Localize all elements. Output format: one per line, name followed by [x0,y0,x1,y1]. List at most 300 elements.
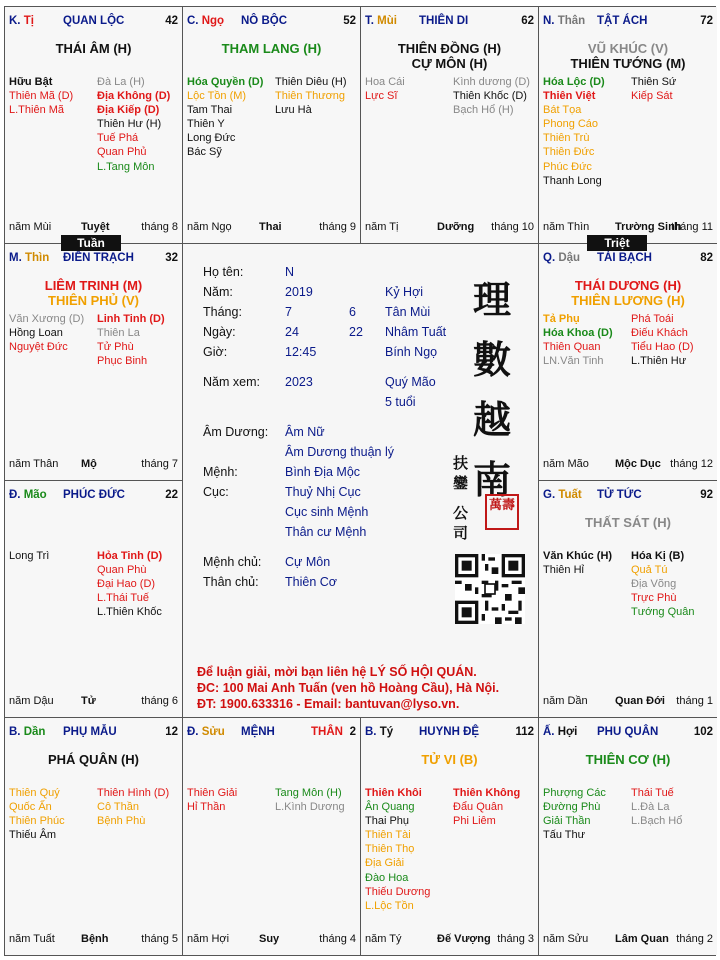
amduong-value-1: Âm Nữ [285,425,325,439]
palace-year: năm Dần [543,695,588,707]
minor-stars-right [275,786,345,814]
minor-star: Địa Kiếp (D) [97,104,160,117]
palace-month: tháng 7 [141,458,178,470]
palace-footer [187,933,356,947]
palace-stage: Dưỡng [437,221,475,233]
hour-value: 12:45 [285,345,317,359]
minor-star: L.Bạch Hổ [631,815,683,828]
palace-number: 82 [700,252,713,264]
palace-number: 42 [165,15,178,27]
minor-star: Hóa Quyền (D) [187,76,264,88]
minor-star: Đường Phù [543,801,601,814]
view-year-value: 2023 [285,375,313,389]
minor-star: Tướng Quân [631,606,695,619]
minor-star: Tả Phụ [543,313,580,325]
cuc-value-2: Cục sinh Mệnh [285,505,369,519]
minor-star: Địa Võng [631,578,677,591]
main-stars [539,41,717,71]
main-star: PHÁ QUÂN (H) [48,752,139,767]
minor-star: Quan Phù [97,564,147,577]
palace-header [543,252,713,266]
year-label: Năm: [203,285,233,299]
minor-star: Thiên Việt [543,90,596,103]
palace-stage: Trường Sinh [615,221,682,233]
minor-stars-left [543,786,606,842]
main-stars [539,752,717,767]
minor-star: Kiếp Sát [631,90,673,103]
minor-star: Thiên Không [453,787,521,799]
palace-year: năm Thìn [543,221,590,233]
palace-footer [9,221,178,235]
minor-star: Thiên Khôi [365,787,422,799]
palace-number: 2 [349,726,356,738]
minor-stars-right [97,786,169,828]
minor-star: Thiên Thọ [365,843,415,856]
palace-chi: Thân [557,15,586,27]
minor-star: Phong Cáo [543,118,599,131]
palace-footer [543,933,713,947]
minor-star: Hóa Kị (B) [631,550,685,562]
red-seal: 萬壽 [485,494,519,530]
palace-house: NÔ BỘC [241,15,287,27]
palace-month: tháng 9 [319,221,356,233]
palace-month: tháng 11 [670,221,713,233]
minor-star: Bát Tọa [543,104,582,117]
palace-can: K. [9,15,21,27]
minor-stars-right [631,786,682,828]
day-value: 24 [285,325,299,339]
palace-number: 92 [700,489,713,501]
palace-stage: Mộc Dục [615,458,661,470]
palace-chi: Hợi [557,726,578,738]
palace-stage: Tuyệt [81,221,110,233]
minor-star: Lưu Hà [275,104,312,117]
main-star: VŨ KHÚC (V) [587,41,669,56]
view-year-label: Năm xem: [203,375,260,389]
main-star: THÁI ÂM (H) [55,41,132,56]
minor-star: Tang Môn (H) [275,787,342,799]
thanchu-label: Thân chủ: [203,575,259,589]
palace-suu [183,718,361,955]
palace-footer [365,933,534,947]
palace-house: HUYNH ĐỆ [419,726,480,738]
palace-can: Đ. [9,489,21,501]
minor-stars-left [9,549,49,563]
minor-star: Đại Hao (D) [97,578,156,591]
palace-house: TÀI BẠCH [597,252,652,264]
minor-stars-right [631,312,694,368]
palace-year: năm Dậu [9,695,54,707]
name-value: N [285,265,295,279]
brand-char-4: 南 [473,457,512,502]
palace-footer [9,458,178,472]
minor-star: Tam Thai [187,104,233,117]
palace-number: 12 [165,726,178,738]
palace-number: 102 [693,726,713,738]
main-stars [361,41,538,71]
palace-header [543,15,713,29]
palace-can: T. [365,15,374,27]
minor-star: Hữu Bật [9,76,53,88]
palace-footer [543,695,713,709]
main-stars [5,278,182,308]
minor-star: Phượng Các [543,787,606,799]
cuc-label: Cục: [203,485,229,499]
palace-stage: Mộ [81,458,97,470]
main-star: THAM LANG (H) [221,41,322,56]
palace-chi: Mùi [377,15,397,27]
palace-ty [361,718,539,955]
minor-stars-left [187,75,263,160]
palace-year: năm Thân [9,458,59,470]
palace-can: Q. [543,252,556,264]
palace-stage: Thai [259,221,282,233]
palace-month: tháng 8 [141,221,178,233]
minor-star: Quan Phủ [97,146,147,159]
minor-star: Bạch Hổ (H) [453,104,514,117]
palace-chi: Tý [379,726,394,738]
minor-star: Phá Toái [631,313,674,325]
minor-star: Lộc Tồn (M) [187,90,247,103]
palace-hoi [539,718,717,955]
palace-dan [5,718,183,955]
brand-sub-3: 公 [453,504,469,522]
palace-chi: Thìn [24,252,50,264]
palace-year: năm Tý [365,933,402,945]
palace-chi: Tị [23,15,34,27]
palace-header [9,252,178,266]
palace-month: tháng 5 [141,933,178,945]
palace-chi: Dậu [558,252,581,264]
palace-stage: Suy [259,933,280,945]
contact-line-3: ĐT: 1900.633316 - Email: bantuvan@lyso.vn. [197,697,460,711]
minor-stars-left [9,75,73,117]
tuan-marker: Tuần [61,235,121,251]
palace-number: 112 [515,726,534,738]
minor-star: Tiểu Hao (D) [631,341,694,354]
palace-stage: Tử [81,695,96,707]
minor-star: Thiên Tài [365,829,411,842]
palace-can: M. [9,252,22,264]
minor-star: L.Thái Tuế [97,592,149,605]
minor-star: Thiên Đức [543,146,595,159]
minor-star: Phi Liêm [453,815,496,828]
minor-star: Long Trì [9,550,50,562]
brand-char-1: 理 [473,277,512,322]
minor-star: Thiên Quý [9,787,60,799]
main-stars [5,752,182,767]
palace-chi: Mão [23,489,47,501]
thanchu-value: Thiên Cơ [285,575,337,589]
year-lunar: Kỷ Hợi [385,285,424,299]
minor-star: Đào Hoa [365,871,409,884]
month-label: Tháng: [203,305,242,319]
minor-star: Thiên Hư (H) [97,118,162,131]
minor-star: Đẩu Quân [453,801,504,814]
minor-stars-right [275,75,347,117]
main-star: THIÊN PHỦ (V) [48,293,139,308]
minor-star: Tấu Thư [543,829,586,842]
palace-mao [5,481,183,718]
palace-than [539,7,717,244]
palace-header [187,726,356,740]
palace-year: năm Mùi [9,221,52,233]
qr-code-icon [455,554,525,624]
main-stars [539,515,717,530]
minor-star: Ân Quang [365,801,415,814]
minor-stars-left [543,312,613,368]
minor-star: Thiên Thương [275,90,346,103]
main-star: LIÊM TRINH (M) [44,278,143,293]
minor-star: L.Thiên Mã [9,104,65,117]
palace-footer [9,695,178,709]
palace-year: năm Ngọ [187,221,232,233]
palace-number: 62 [521,15,534,27]
minor-stars-right [453,75,530,117]
minor-stars-right [631,549,695,619]
minor-stars-left [9,312,84,354]
palace-house: THIÊN DI [419,15,469,27]
main-stars [361,752,538,767]
minor-star: Thiên Sứ [631,76,677,88]
brand-char-2: 數 [473,337,512,382]
minor-star: Văn Khúc (H) [543,550,613,562]
palace-house: QUAN LỘC [63,15,125,27]
minor-star: Thiên Y [187,118,225,131]
palace-footer [9,933,178,947]
minor-star: Địa Giải [365,857,405,870]
palace-stage: Bệnh [81,933,109,945]
menh-value: Bình Địa Mộc [285,465,361,479]
main-star: THÁI DƯƠNG (H) [574,278,682,293]
palace-dau [539,244,717,481]
minor-star: Tử Phù [97,341,134,354]
palace-mui [361,7,539,244]
age-value: 5 tuổi [385,395,416,409]
minor-stars-left [187,786,237,814]
minor-star: Thiên Diêu (H) [275,76,347,88]
palace-house: MỆNH [241,726,275,738]
main-star: THIÊN TƯỚNG (M) [570,56,686,71]
palace-header [9,489,178,503]
palace-number: 22 [165,489,178,501]
minor-star: Phúc Đức [543,160,592,173]
cuc-value-1: Thuỷ Nhị Cục [285,485,361,499]
main-star: CỰ MÔN (H) [411,56,488,71]
palace-stage: Lâm Quan [615,933,669,945]
palace-footer [543,221,713,235]
palace-year: năm Tuất [9,933,55,945]
palace-house: ĐIỀN TRẠCH [63,252,134,264]
palace-can: Ấ. [543,726,555,738]
menhchu-value: Cự Môn [285,555,331,569]
palace-chi: Sửu [201,726,225,738]
palace-can: G. [543,489,556,501]
palace-year: năm Mão [543,458,589,470]
cuc-value-3: Thân cư Mệnh [285,525,367,539]
month-value: 7 [285,305,292,319]
minor-star: Long Đức [187,132,236,145]
main-star: THẤT SÁT (H) [585,515,671,530]
palace-month: tháng 10 [491,221,534,233]
minor-star: Hồng Loan [9,327,63,340]
name-label: Họ tên: [203,265,244,279]
day-label: Ngày: [203,325,236,339]
minor-stars-right [97,549,162,619]
minor-star: Quả Tú [631,564,668,577]
palace-footer [187,221,356,235]
palace-header [365,726,534,740]
minor-star: L.Đà La [631,801,670,814]
palace-header [543,726,713,740]
horoscope-board [4,6,716,956]
palace-house-secondary: THÂN [311,726,343,738]
minor-star: Thai Phụ [365,815,410,828]
minor-star: Trực Phù [631,592,677,605]
minor-star: Nguyệt Đức [9,341,68,354]
palace-month: tháng 1 [676,695,713,707]
amduong-value-2: Âm Dương thuận lý [285,445,394,459]
day-lunar-num: 22 [349,325,363,339]
palace-month: tháng 12 [670,458,713,470]
palace-month: tháng 6 [141,695,178,707]
minor-star: Thái Tuế [631,787,674,799]
palace-can: Đ. [187,726,199,738]
minor-star: Văn Xương (D) [9,313,85,325]
minor-stars-right [97,312,165,368]
minor-star: Lực Sĩ [365,90,398,103]
minor-stars-left [543,549,612,577]
minor-stars-right [97,75,170,174]
main-stars [183,41,360,56]
minor-star: Địa Không (D) [97,90,171,103]
palace-house: TỬ TỨC [597,489,642,501]
palace-chi: Ngọ [201,15,225,27]
palace-thin [5,244,183,481]
minor-star: Thiên Hình (D) [97,787,170,799]
minor-star: Đà La (H) [97,76,145,88]
main-star: THIÊN CƠ (H) [585,752,671,767]
main-star: THIÊN LƯƠNG (H) [571,293,685,308]
palace-footer [365,221,534,235]
palace-month: tháng 4 [319,933,356,945]
menhchu-label: Mệnh chủ: [203,555,262,569]
month-lunar-num: 6 [349,305,356,319]
minor-stars-right [453,786,520,828]
amduong-label: Âm Dương: [203,425,269,439]
palace-can: B. [9,726,21,738]
minor-star: Cô Thần [97,801,139,814]
palace-number: 52 [343,15,356,27]
palace-house: PHÚC ĐỨC [63,489,125,501]
palace-month: tháng 3 [497,933,534,945]
minor-star: Phục Binh [97,355,148,368]
palace-house: PHU QUÂN [597,726,659,738]
view-year-lunar: Quý Mão [385,375,436,389]
hour-label: Giờ: [203,345,228,359]
year-value: 2019 [285,285,313,299]
palace-house: TẬT ÁCH [597,15,648,27]
palace-header [543,489,713,503]
palace-chi: Tuất [558,489,582,501]
minor-star: Quốc Ấn [9,801,52,814]
minor-star: Thiên Khốc (D) [453,90,527,103]
month-lunar: Tân Mùi [385,305,431,319]
minor-star: Hoa Cái [365,76,405,88]
center-info-panel [183,244,539,718]
minor-star: Thiên La [97,327,140,340]
minor-star: Thanh Long [543,174,602,187]
palace-number: 72 [700,15,713,27]
palace-stage: Quan Đới [615,695,665,707]
day-lunar: Nhâm Tuất [385,325,447,339]
palace-house: PHỤ MẪU [63,726,117,738]
minor-star: Thiên Trù [543,132,590,145]
palace-month: tháng 2 [676,933,713,945]
minor-star: Linh Tinh (D) [97,313,165,325]
minor-star: Thiếu Dương [365,885,431,898]
palace-footer [543,458,713,472]
main-stars [539,278,717,308]
palace-can: N. [543,15,555,27]
minor-star: Thiếu Âm [9,829,57,842]
minor-star: Điếu Khách [631,327,688,340]
minor-star: L.Tang Môn [97,160,155,173]
hour-lunar: Bính Ngọ [385,345,438,359]
minor-stars-left [365,786,430,913]
minor-star: Hóa Khoa (D) [543,327,613,340]
minor-star: L.Lộc Tồn [365,899,414,912]
minor-star: Giải Thần [543,815,591,828]
minor-star: Bệnh Phù [97,815,146,828]
minor-star: Tuế Phá [97,132,139,145]
palace-stage: Đế Vượng [437,933,491,945]
minor-star: Hỉ Thần [187,801,226,814]
palace-chi: Dần [23,726,46,738]
minor-star: L.Thiên Hư [631,355,687,368]
minor-star: LN.Văn Tinh [543,355,604,368]
palace-ngo [183,7,361,244]
contact-line-1: Để luận giải, mời bạn liên hệ LÝ SỐ HỘI QUÁN. [197,665,477,679]
brand-char-3: 越 [473,397,512,442]
minor-star: Thiên Phúc [9,815,65,828]
brand-sub-1: 扶 [453,454,469,472]
main-star: TỬ VI (B) [421,752,478,767]
minor-star: L.Kình Dương [275,801,345,814]
menh-label: Mệnh: [203,465,238,479]
palace-can: C. [187,15,199,27]
palace-header [9,15,178,29]
palace-ti [5,7,183,244]
contact-line-2: ĐC: 100 Mai Anh Tuấn (ven hồ Hoàng Cầu), Hà Nội. [197,681,500,695]
palace-year: năm Hợi [187,933,230,945]
palace-header [365,15,534,29]
minor-star: Bác Sỹ [187,146,222,159]
triet-marker: Triệt [587,235,647,251]
minor-star: Hỏa Tinh (D) [97,550,163,562]
main-stars [5,41,182,56]
brand-sub-2: 鑾 [453,474,469,492]
palace-header [9,726,178,740]
palace-tuat [539,481,717,718]
main-star: THIÊN ĐỒNG (H) [397,41,502,56]
minor-star: Hóa Lộc (D) [543,76,605,88]
minor-star: Thiên Mã (D) [9,90,74,103]
palace-year: năm Tị [365,221,399,233]
palace-year: năm Sửu [543,933,589,945]
palace-header [187,15,356,29]
minor-star: Thiên Giải [187,787,238,799]
